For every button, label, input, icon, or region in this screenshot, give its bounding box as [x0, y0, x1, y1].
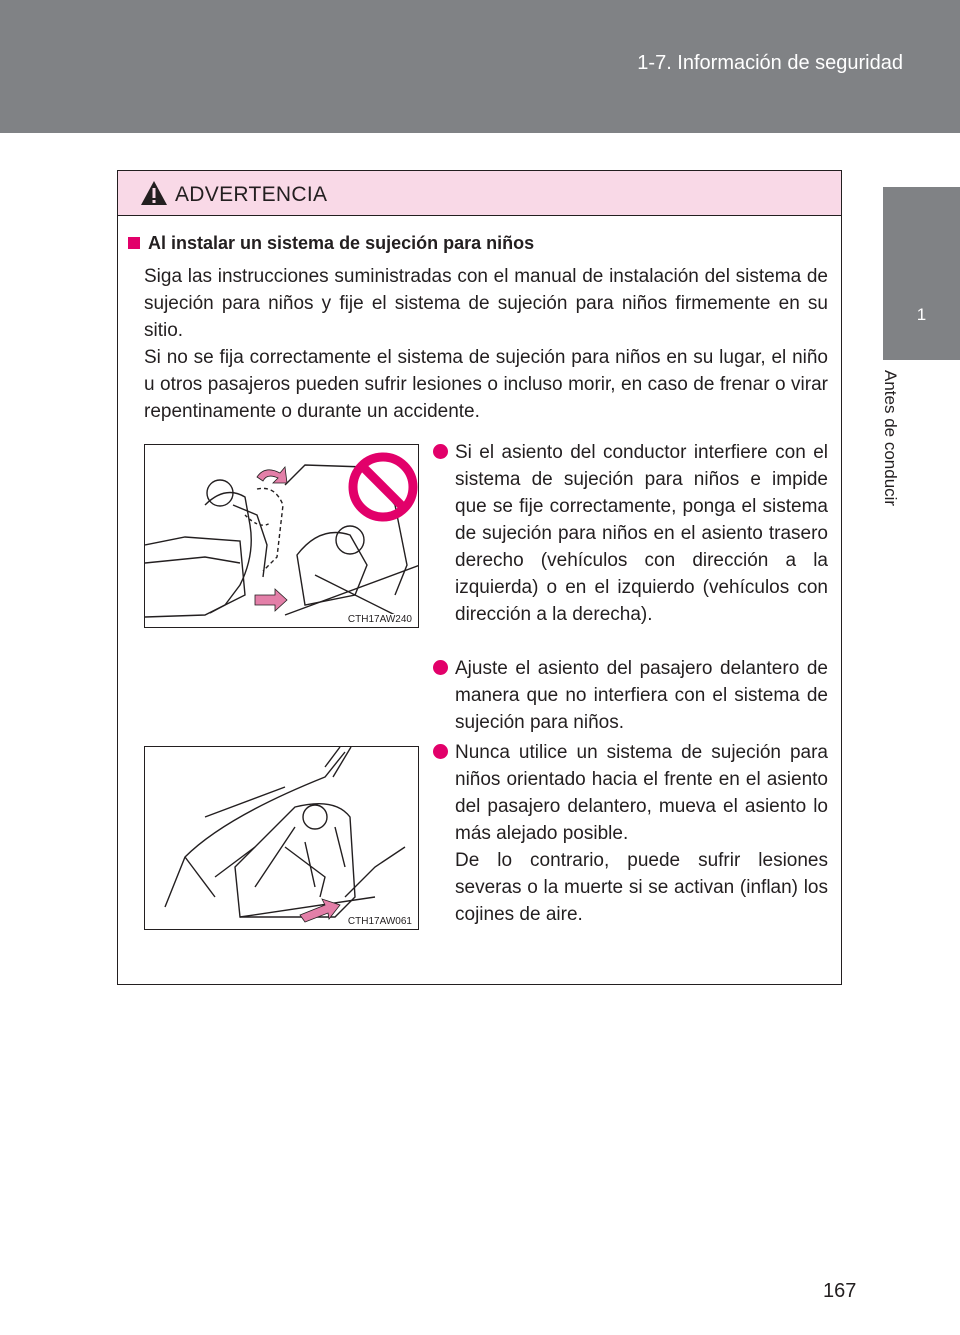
bullet-text: Si el asiento del conductor interfiere con el sistema de sujeción para niños e impide que se fije correctamente, ponga el sistema de sujeción para niños en el asiento trasero derecho (vehículos con dirección a la izquierda) o en el izquierdo (vehículos con dirección a la derecha).: [455, 442, 828, 625]
bullet-dot-icon: [433, 660, 448, 675]
warning-triangle-icon: [140, 180, 168, 206]
bullet-forward-facing: [433, 739, 828, 928]
prohibition-icon: [353, 457, 413, 517]
bullet-text: Nunca utilice un sistema de sujeción para niños orientado hacia el frente en el asiento del pasajero delantero, mueva el asiento lo más alejado posible.: [455, 742, 828, 844]
bullet-driver-seat: [433, 439, 828, 628]
section-title: 1-7. Información de seguridad: [637, 52, 903, 74]
warning-header: [118, 171, 841, 216]
illustration-driver-seat-interference: [144, 444, 419, 628]
driver-seat-illustration: [145, 445, 419, 628]
bullet-dot-icon: [433, 444, 448, 459]
bullet-dot-icon: [433, 744, 448, 759]
chapter-label: [870, 370, 930, 540]
bullet-adjust-seat: [433, 655, 828, 736]
child-seat-illustration: [145, 747, 419, 930]
bullet-text: Ajuste el asiento del pasajero delantero de manera que no interfiera con el sistema de sujeción para niños.: [455, 658, 828, 733]
instruction-paragraph: Siga las instrucciones suministradas con el manual de instalación del sistema de sujeción para niños y fije el sistema de sujeción para niños firmemente en su sitio.: [144, 266, 828, 341]
page-number: 167: [823, 1280, 857, 1302]
warning-subhead-text: Al instalar un sistema de sujeción para niños: [148, 233, 535, 253]
warning-title: ADVERTENCIA: [175, 183, 328, 206]
figure-code: CTH17AW061: [347, 916, 412, 927]
figure-code: CTH17AW240: [347, 614, 412, 625]
consequence-paragraph: Si no se fija correctamente el sistema de sujeción para niños en su lugar, el niño u otros pasajeros pueden sufrir lesiones o incluso morir, en caso de frenar o virar repentinamente o durante un accidente.: [144, 347, 828, 422]
illustration-forward-facing-seat: [144, 746, 419, 930]
warning-box: [117, 170, 842, 985]
bullet-text-continued: De lo contrario, puede sufrir lesiones severas o la muerte si se activan (inflan) los cojines de aire.: [455, 850, 828, 925]
chapter-number: 1: [916, 305, 927, 324]
square-bullet-icon: [128, 237, 140, 249]
chapter-label-text: Antes de conducir: [881, 370, 900, 507]
chapter-tab: [883, 187, 960, 360]
warning-subhead: [128, 233, 534, 254]
